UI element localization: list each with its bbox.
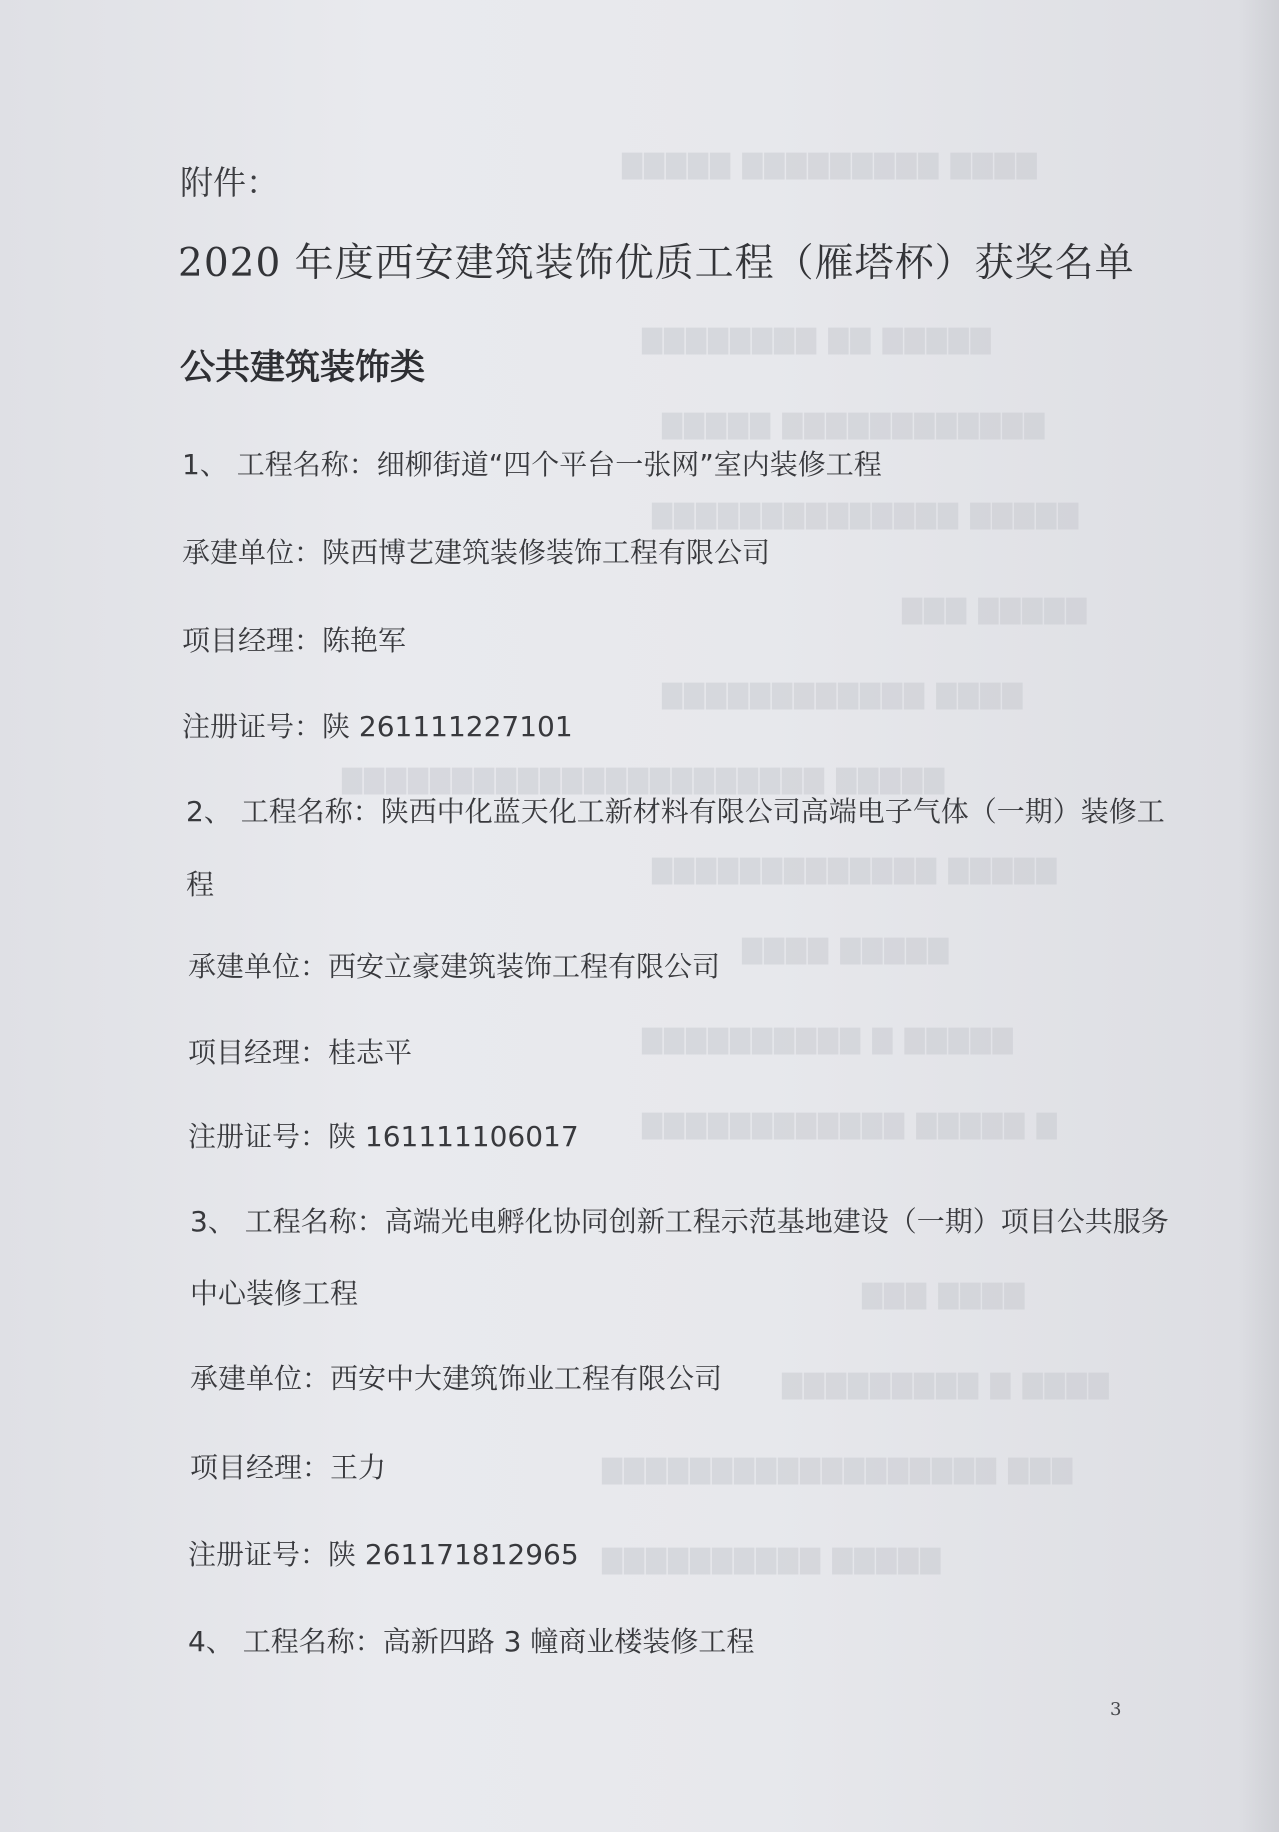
- show-through-decoration: ▇▇▇ ▇▇▇▇▇▇▇▇▇▇▇▇▇▇▇▇▇▇: [600, 1455, 1073, 1485]
- show-through-decoration: ▇▇▇▇▇ ▇▇ ▇▇▇▇▇▇▇▇: [640, 325, 991, 355]
- show-through-decoration: ▇▇▇▇▇ ▇▇▇: [900, 595, 1087, 625]
- show-through-decoration: ▇▇▇▇▇ ▇▇▇▇▇▇▇▇▇▇▇▇▇▇: [650, 500, 1079, 530]
- show-through-decoration: ▇▇▇▇▇ ▇▇▇▇: [740, 935, 949, 965]
- show-through-decoration: ▇▇▇▇ ▇ ▇▇▇▇▇▇▇▇▇: [780, 1370, 1109, 1400]
- show-through-decoration: ▇▇▇▇▇ ▇▇▇▇▇▇▇▇▇▇: [600, 1545, 941, 1575]
- entry-1-project-manager: 项目经理：陈艳军: [182, 624, 407, 657]
- entry-2-project-name: 2、 工程名称：陕西中化蓝天化工新材料有限公司高端电子气体（一期）装修工: [186, 795, 1165, 828]
- entry-2-project-name-continued: 程: [186, 868, 215, 901]
- page-number: 3: [1110, 1699, 1122, 1720]
- show-through-decoration: ▇▇▇▇▇ ▇▇▇▇▇▇▇▇▇▇▇▇▇: [650, 855, 1057, 885]
- page-edge-shadow: [1239, 0, 1279, 1832]
- entry-3-project-name-continued: 中心装修工程: [190, 1277, 359, 1310]
- entry-2-project-manager: 项目经理：桂志平: [188, 1036, 413, 1069]
- show-through-decoration: ▇▇▇▇▇▇▇▇▇▇▇▇ ▇▇▇▇▇: [660, 410, 1045, 440]
- document-title: 2020 年度西安建筑装饰优质工程（雁塔杯）获奖名单: [178, 241, 1135, 286]
- entry-1-registration-number: 注册证号：陕 261111227101: [182, 710, 573, 743]
- entry-2-registration-number: 注册证号：陕 161111106017: [188, 1120, 579, 1153]
- show-through-decoration: ▇▇▇▇▇ ▇▇▇▇▇▇▇▇▇▇▇▇▇▇▇▇▇▇▇▇▇▇: [340, 765, 945, 795]
- entry-1-contractor: 承建单位：陕西博艺建筑装修装饰工程有限公司: [182, 536, 771, 569]
- attachment-caption: 附件：: [180, 163, 279, 202]
- entry-3-project-manager: 项目经理：王力: [190, 1451, 387, 1484]
- entry-2-contractor: 承建单位：西安立豪建筑装饰工程有限公司: [188, 950, 721, 983]
- show-through-decoration: ▇▇▇▇▇ ▇ ▇▇▇▇▇▇▇▇▇▇: [640, 1025, 1013, 1055]
- show-through-decoration: ▇▇▇▇ ▇▇▇▇▇▇▇▇▇ ▇▇▇▇▇: [620, 150, 1037, 180]
- entry-3-registration-number: 注册证号：陕 261171812965: [188, 1538, 579, 1571]
- show-through-decoration: ▇▇▇▇ ▇▇▇: [860, 1280, 1025, 1310]
- entry-3-project-name: 3、 工程名称：高端光电孵化协同创新工程示范基地建设（一期）项目公共服务: [190, 1205, 1169, 1238]
- show-through-decoration: ▇ ▇▇▇▇▇ ▇▇▇▇▇▇▇▇▇▇▇▇: [640, 1110, 1057, 1140]
- show-through-decoration: ▇▇▇▇ ▇▇▇▇▇▇▇▇▇▇▇▇: [660, 680, 1023, 710]
- entry-1-project-name: 1、 工程名称：细柳街道“四个平台一张网”室内装修工程: [182, 448, 882, 481]
- section-heading: 公共建筑装饰类: [180, 348, 426, 388]
- entry-4-project-name: 4、 工程名称：高新四路 3 幢商业楼装修工程: [188, 1625, 755, 1658]
- entry-3-contractor: 承建单位：西安中大建筑饰业工程有限公司: [190, 1362, 723, 1395]
